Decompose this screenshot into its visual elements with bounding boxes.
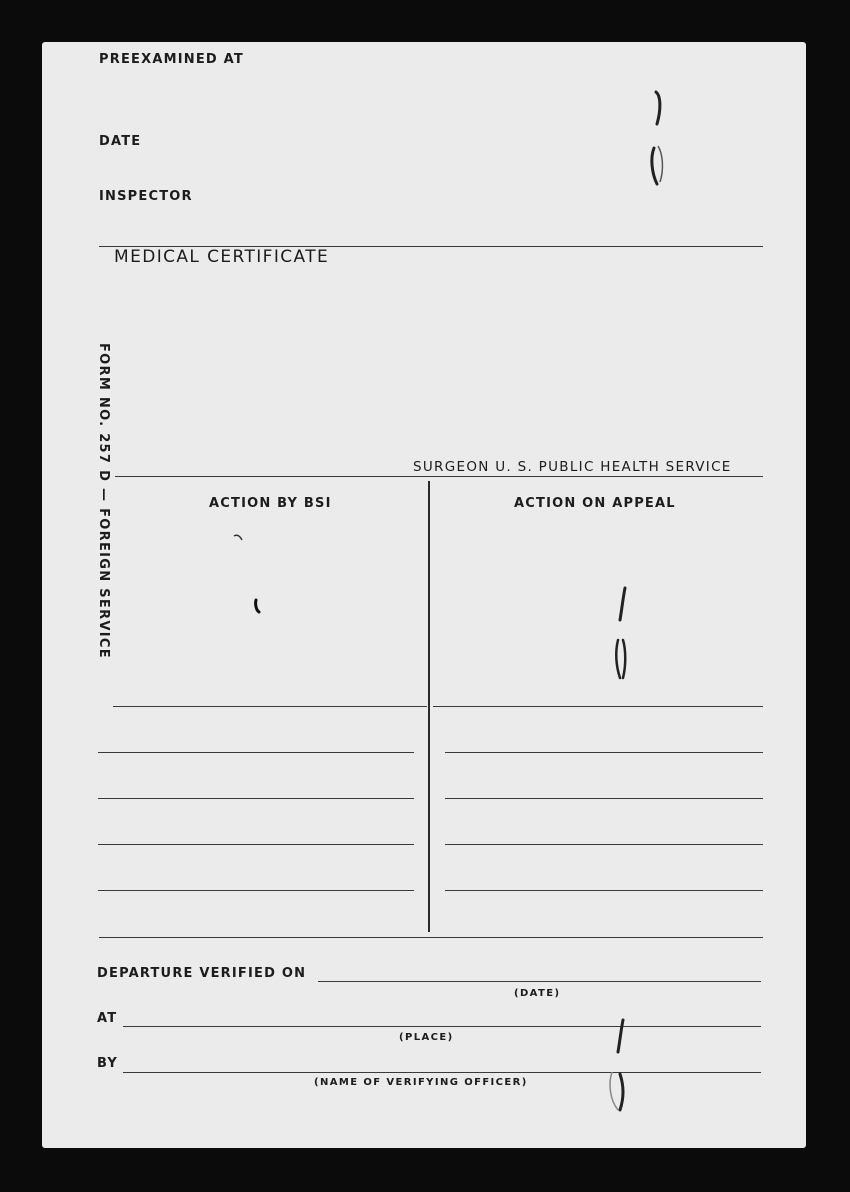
bsi-line-4[interactable]	[98, 844, 414, 845]
appeal-line-5[interactable]	[445, 890, 763, 891]
departure-place-line[interactable]	[123, 1026, 761, 1027]
action-on-appeal-heading: ACTION ON APPEAL	[514, 496, 676, 511]
appeal-line-3[interactable]	[445, 798, 763, 799]
actions-bottom-line	[99, 937, 763, 938]
departure-verified-label: DEPARTURE VERIFIED ON	[97, 966, 307, 981]
certificate-bottom-line	[115, 476, 763, 477]
verifying-officer-line[interactable]	[123, 1072, 761, 1073]
surgeon-signature-caption: SURGEON U. S. PUBLIC HEALTH SERVICE	[413, 459, 732, 475]
date-caption: (DATE)	[514, 988, 561, 999]
bsi-line-3[interactable]	[98, 798, 414, 799]
place-caption: (PLACE)	[399, 1032, 454, 1043]
preexamined-at-label: PREEXAMINED AT	[99, 52, 244, 67]
bsi-line-2[interactable]	[98, 752, 414, 753]
ink-speck-icon	[232, 532, 262, 616]
action-by-bsi-heading: ACTION BY BSI	[209, 496, 332, 511]
staple-hole-icon	[648, 88, 672, 188]
column-divider	[428, 481, 430, 932]
certificate-title: MEDICAL CERTIFICATE	[114, 247, 330, 267]
departure-date-line[interactable]	[318, 981, 761, 982]
staple-hole-icon	[604, 1016, 638, 1116]
form-number-side-text: FORM NO. 257 D — FOREIGN SERVICE	[96, 343, 111, 659]
inspector-label: INSPECTOR	[99, 189, 193, 204]
bsi-line-5[interactable]	[98, 890, 414, 891]
appeal-line-4[interactable]	[445, 844, 763, 845]
bsi-line-1[interactable]	[113, 706, 427, 707]
by-label: BY	[97, 1056, 119, 1071]
appeal-line-1[interactable]	[433, 706, 763, 707]
appeal-line-2[interactable]	[445, 752, 763, 753]
staple-hole-icon	[612, 584, 636, 684]
form-card	[42, 42, 806, 1148]
date-label: DATE	[99, 134, 142, 149]
at-label: AT	[97, 1011, 118, 1026]
officer-caption: (NAME OF VERIFYING OFFICER)	[314, 1077, 528, 1088]
